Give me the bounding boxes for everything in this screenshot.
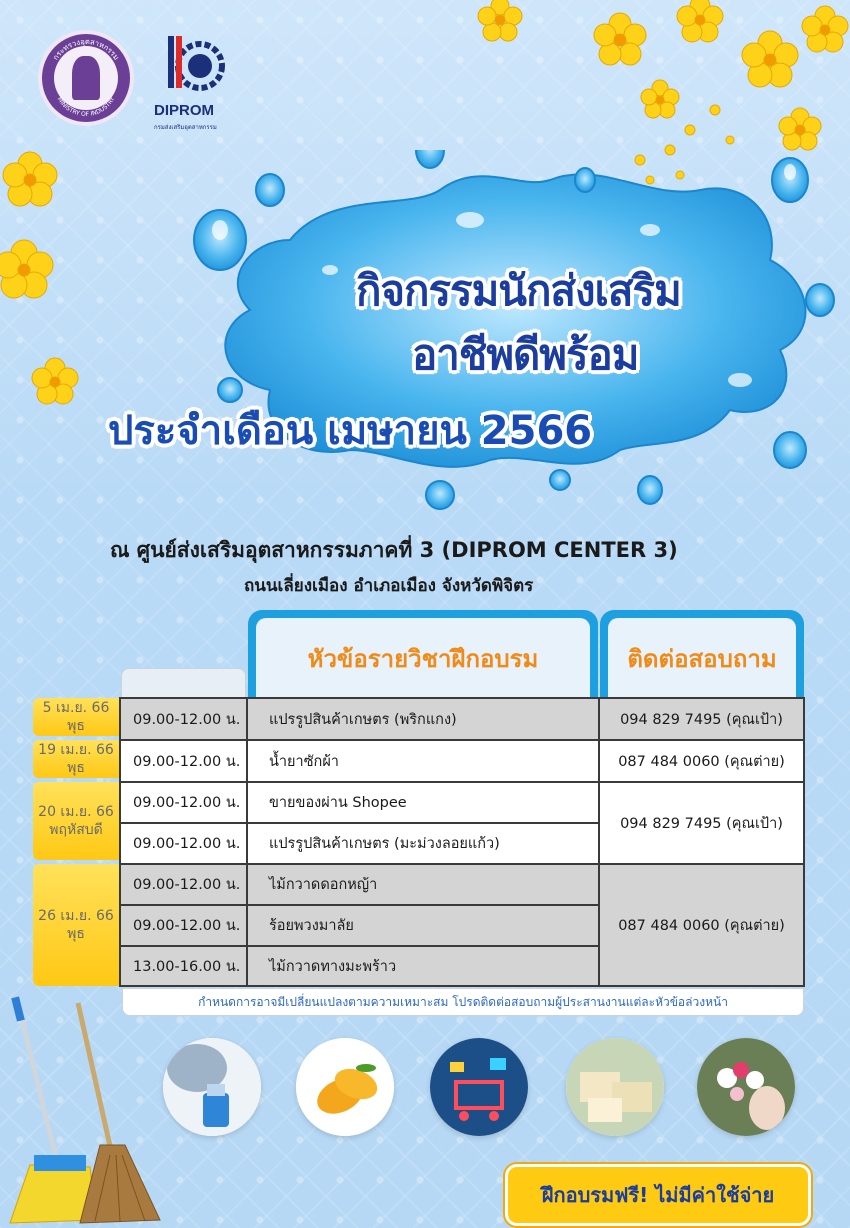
- free-training-label: ฝึกอบรมฟรี! ไม่มีค่าใช้จ่าย: [541, 1183, 775, 1207]
- day-text: พุธ: [67, 760, 85, 776]
- diprom-name: DIPROM: [154, 102, 214, 119]
- topic-column-header: [248, 610, 598, 698]
- title-line-2: อาชีพดีพร้อม: [412, 330, 639, 379]
- time-column-header: [121, 668, 246, 698]
- topic-header-label: หัวข้อรายวิชาฝึกอบรม: [307, 644, 539, 673]
- contact-cell: 087 484 0060 (คุณต่าย): [618, 753, 785, 770]
- schedule-table: [119, 697, 805, 987]
- contact-column-header: [600, 610, 804, 698]
- date-cell: [33, 698, 119, 736]
- diprom-mark-icon: [162, 32, 228, 98]
- time-cell: 09.00-12.00 น.: [133, 918, 241, 934]
- topic-cell: น้ำยาซักผ้า: [269, 753, 339, 770]
- month-heading: ประจำเดือน เมษายน 2566: [108, 408, 593, 454]
- venue-line: ณ ศูนย์ส่งเสริมอุตสาหกรรมภาคที่ 3 (DIPROM CENTER 3): [110, 538, 678, 562]
- online-shopping-photo: [430, 1038, 528, 1136]
- diprom-logo: [154, 32, 234, 132]
- svg-text:กระทรวงอุตสาหกรรม: [51, 37, 121, 62]
- ministry-of-industry-logo: [38, 30, 134, 126]
- time-cell: 13.00-16.00 น.: [133, 958, 241, 975]
- date-cell: [33, 864, 119, 986]
- time-cell: 09.00-12.00 น.: [133, 836, 241, 852]
- day-text: พุธ: [67, 926, 85, 942]
- topic-cell: ไม้กวาดดอกหญ้า: [269, 877, 378, 893]
- laundry-detergent-photo: [163, 1038, 261, 1136]
- diprom-subtitle: กรมส่งเสริมอุตสาหกรรม: [154, 124, 217, 131]
- topic-cell: แปรรูปสินค้าเกษตร (พริกแกง): [269, 711, 457, 728]
- ministry-ring-text-en: MINISTRY OF INDUSTRY: [55, 95, 117, 119]
- contact-cell: 087 484 0060 (คุณต่าย): [618, 917, 785, 934]
- date-text: 26 เม.ย. 66: [38, 908, 114, 924]
- date-text: 19 เม.ย. 66: [38, 742, 114, 758]
- topic-cell: ไม้กวาดทางมะพร้าว: [269, 958, 397, 975]
- time-cell: 09.00-12.00 น.: [133, 711, 241, 728]
- golden-shower-flowers-left: [0, 150, 90, 410]
- brooms-illustration: [0, 995, 170, 1228]
- date-cell: [33, 782, 119, 860]
- ministry-ring-text: กระทรวงอุตสาหกรรม: [50, 36, 122, 62]
- free-training-badge: [505, 1164, 811, 1226]
- mango-photo: [296, 1038, 394, 1136]
- address-line: ถนนเลี่ยงเมือง อำเภอเมือง จังหวัดพิจิตร: [244, 576, 534, 596]
- date-text: 20 เม.ย. 66: [38, 804, 114, 820]
- day-text: พฤหัสบดี: [49, 822, 103, 838]
- contact-cell: 094 829 7495 (คุณเป้า): [620, 815, 783, 832]
- flower-garland-photo: [697, 1038, 795, 1136]
- contact-cell: 094 829 7495 (คุณเป้า): [620, 711, 783, 728]
- date-cell: [33, 740, 119, 778]
- topic-cell: ขายของผ่าน Shopee: [269, 795, 407, 811]
- title-line-1: กิจกรรมนักส่งเสริม: [356, 266, 681, 315]
- topic-cell: ร้อยพวงมาลัย: [269, 918, 354, 934]
- day-text: พุธ: [67, 718, 85, 734]
- svg-text:MINISTRY OF INDUSTRY: [56, 96, 117, 118]
- soap-bars-photo: [566, 1038, 664, 1136]
- time-cell: 09.00-12.00 น.: [133, 753, 241, 770]
- time-cell: 09.00-12.00 น.: [133, 795, 241, 811]
- time-cell: 09.00-12.00 น.: [133, 877, 241, 893]
- contact-header-label: ติดต่อสอบถาม: [627, 644, 777, 673]
- topic-cell: แปรรูปสินค้าเกษตร (มะม่วงลอยแก้ว): [269, 836, 500, 852]
- date-text: 5 เม.ย. 66: [42, 700, 110, 716]
- schedule-note: กำหนดการอาจมีเปลี่ยนแปลงตามความเหมาะสม โปรดติดต่อสอบถามผู้ประสานงานแต่ละหัวข้อล่วงหน้า: [122, 988, 804, 1016]
